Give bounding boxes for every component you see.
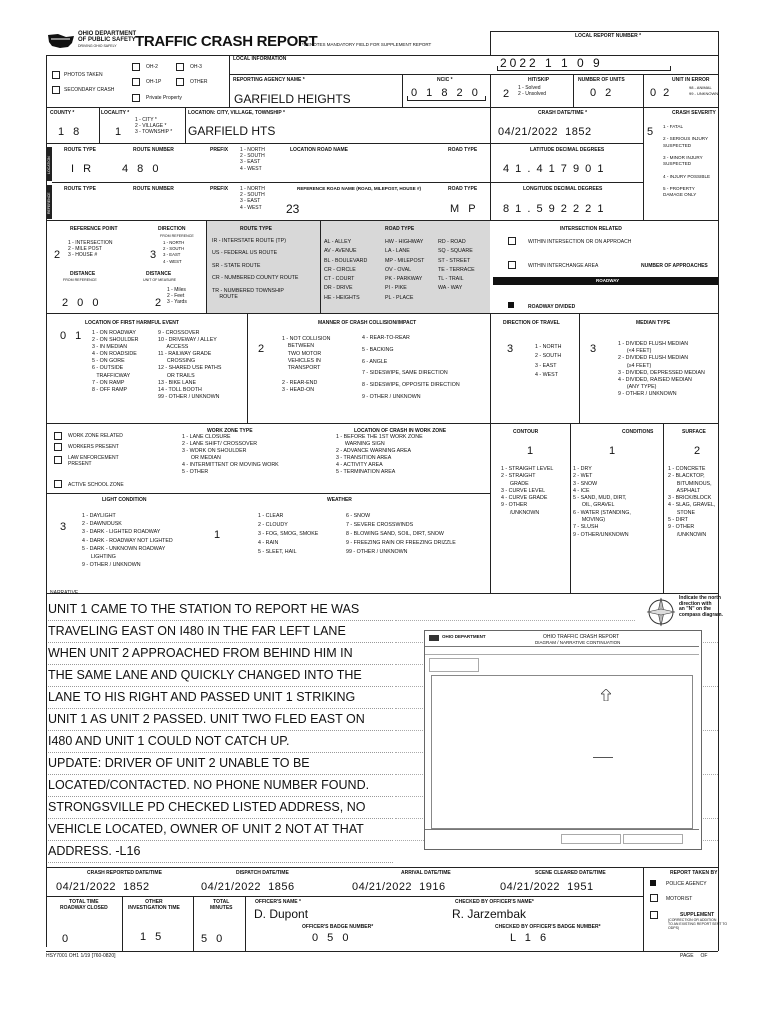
reference-road[interactable]: 23 (286, 202, 300, 216)
secondary-crash-checkbox[interactable] (52, 86, 60, 94)
checked-by-name[interactable]: R. Jarzembak (452, 907, 527, 921)
north-direction-note: Indicate the north direction with an "N" on the compass diagram. (679, 595, 723, 618)
work-zone-location-options: 1 - BEFORE THE 1ST WORK ZONE WARNING SIGN 2 - ADVANCE WARNING AREA 3 - TRANSITION AREA 4 - ACTIVITY AREA 5 - TERMINATION AREA (336, 434, 423, 475)
dispatch-label: DISPATCH DATE/TIME (236, 870, 289, 876)
narrative-line[interactable]: WHEN UNIT 2 APPROACHED FROM BEHIND HIM IN (48, 642, 393, 665)
diagram-header-logo: OHIO DEPARTMENT (442, 634, 486, 639)
private-property-checkbox[interactable] (132, 94, 140, 102)
officer-name-label: OFFICER'S NAME * (255, 899, 301, 905)
narrative-line[interactable]: TRAVELING EAST ON I480 IN THE FAR LEFT LANE (48, 620, 393, 643)
logo-line-1: OHIO DEPARTMENT (78, 31, 137, 37)
road-type-label: ROAD TYPE (448, 147, 478, 153)
light-condition-options: 1 - DAYLIGHT 2 - DAWN/DUSK 3 - DARK - LIGHTED ROADWAY 4 - DARK - ROADWAY NOT LIGHTED 5 - DARK - UNKNOWN ROADWAY LIGHTING 9 - OTHER / UNKNOWN (82, 513, 173, 569)
logo-line-3: DRIVING OHIO SAFELY (78, 44, 117, 48)
agency-name-label: REPORTING AGENCY NAME * (233, 77, 305, 83)
narrative-line[interactable]: STRONGSVILLE PD CHECKED LISTED ADDRESS, NO (48, 796, 393, 819)
weather-options-2: 6 - SNOW 7 - SEVERE CROSSWINDS 8 - BLOWING SAND, SOIL, DIRT, SNOW 9 - FREEZING RAIN OR FREEZING DRIZZLE 99 - OTHER / UNKNOWN (346, 513, 456, 555)
oh2-label: OH-2 (146, 64, 158, 70)
work-zone-type-label: WORK ZONE TYPE (207, 428, 253, 434)
ncic-label: NCIC * (437, 77, 453, 83)
scene-cleared[interactable]: 04/21/2022 1951 (500, 881, 594, 893)
direction-options: 1 - NORTH 2 - SOUTH 3 - EAST 4 - WEST (163, 240, 185, 264)
manner-options-1: 1 - NOT COLLISION BETWEEN TWO MOTOR VEHICLES IN TRANSPORT 2 - REAR-END 3 - HEAD-ON (282, 336, 331, 394)
harmful-options-2: 9 - CROSSOVER 10 - DRIVEWAY / ALLEY ACCESS 11 - RAILWAY GRADE CROSSING 12 - SHARED USE PATHS OR TRAILS 13 - BIKE LANE 14 - TOLL BOOTH 99 - OTHER / UNKNOWN (158, 330, 222, 400)
within-interchange-checkbox[interactable] (508, 261, 516, 269)
secondary-crash-label: SECONDARY CRASH (64, 87, 115, 93)
crash-diagram-image (424, 630, 702, 850)
location-value[interactable]: GARFIELD HTS (188, 124, 276, 138)
intersection-related-label: INTERSECTION RELATED (560, 226, 622, 232)
manner[interactable]: 2 (258, 343, 266, 355)
active-school-zone-checkbox[interactable] (54, 480, 62, 488)
manner-label: MANNER OF CRASH COLLISION/IMPACT (318, 320, 417, 326)
narrative-label: NARRATIVE (50, 590, 79, 596)
ref-route-number-label: ROUTE NUMBER (133, 186, 174, 192)
crash-severity[interactable]: 5 (647, 126, 655, 138)
form-id: HSY7001 OH1 1/19 [760-0820] (46, 953, 116, 959)
route-type-label: ROUTE TYPE (64, 147, 96, 153)
diagram-arrow-icon (601, 689, 611, 701)
contour-options: 1 - STRAIGHT LEVEL 2 - STRAIGHT GRADE 3 - CURVE LEVEL 4 - CURVE GRADE 9 - OTHER /UNKNOWN (501, 466, 554, 516)
prefix-options: 1 - NORTH 2 - SOUTH 3 - EAST 4 - WEST (240, 147, 265, 172)
conditions-options: 1 - DRY 2 - WET 3 - SNOW 4 - ICE 5 - SAND, MUD, DIRT, OIL, GRAVEL 6 - WATER (STANDING, MOVING) 7 - SLUSH 9 - OTHER/UNKNOWN (573, 466, 631, 538)
photos-taken-checkbox[interactable] (52, 71, 60, 79)
latitude-label: LATITUDE DECIMAL DEGREES (530, 147, 605, 153)
hit-skip-label: HIT/SKIP (528, 77, 550, 83)
active-school-zone-label: ACTIVE SCHOOL ZONE (68, 482, 124, 488)
other-investigation-label: OTHER INVESTIGATION TIME (128, 899, 180, 911)
unit-in-error[interactable]: 0 2 (650, 87, 672, 99)
work-zone-type-options: 1 - LANE CLOSURE 2 - LANE SHIFT/ CROSSOVER 3 - WORK ON SHOULDER OR MEDIAN 4 - INTERMITTENT OR MOVING WORK 5 - OTHER (182, 434, 279, 475)
num-units[interactable]: 0 2 (590, 87, 615, 99)
other-checkbox[interactable] (176, 78, 184, 86)
law-enforcement-checkbox[interactable] (54, 456, 62, 464)
roadway-divided-label: ROADWAY DIVIDED (528, 304, 576, 310)
ohio-dps-logo (46, 31, 137, 51)
surface-options: 1 - CONCRETE 2 - BLACKTOP, BITUMINOUS, ASPHALT 3 - BRICK/BLOCK 4 - SLAG, GRAVEL, STONE 5 - DIRT 9 - OTHER /UNKNOWN (668, 466, 716, 538)
compass-diagram-icon (644, 595, 678, 629)
rd-col-2: HW - HIGHWAY LA - LANE MP - MILEPOST OV - OVAL PK - PARKWAY PI - PIKE PL - PLACE (385, 239, 425, 301)
crash-severity-label: CRASH SEVERITY (672, 110, 716, 116)
first-harmful-event[interactable]: 0 1 (60, 330, 85, 342)
local-report-number[interactable]: 2022 1 1 0 9 (500, 56, 603, 70)
total-time-label: TOTAL TIME ROADWAY CLOSED (60, 899, 108, 911)
county[interactable]: 1 8 (58, 126, 83, 138)
direction-of-travel[interactable]: 3 (507, 343, 515, 355)
weather-options-1: 1 - CLEAR 2 - CLOUDY 3 - FOG, SMOG, SMOKE 4 - RAIN 5 - SLEET, HAIL (258, 513, 319, 555)
work-zone-related-label: WORK ZONE RELATED (68, 433, 123, 439)
unit-in-error-label: UNIT IN ERROR (672, 77, 710, 83)
rt-col-values: IR - INTERSTATE ROUTE (TP) US - FEDERAL US ROUTE SR - STATE ROUTE CR - NUMBERED COUNTY ROUTE TR - NUMBERED TOWNSHIP ROUTE (212, 238, 299, 300)
ref-road-type[interactable]: M P (450, 203, 479, 215)
crash-reported[interactable]: 04/21/2022 1852 (56, 881, 150, 893)
ref-route-type-label: ROUTE TYPE (64, 186, 96, 192)
diagram-subtitle: DIAGRAM / NARRATIVE CONTINUATION (535, 640, 621, 645)
supplement-checkbox[interactable] (650, 911, 658, 919)
dispatch[interactable]: 04/21/2022 1856 (201, 881, 295, 893)
distance-sub: FROM REFERENCE (63, 278, 97, 282)
ref-prefix-label: PREFIX (210, 186, 229, 192)
direction-of-travel-label: DIRECTION OF TRAVEL (503, 320, 560, 326)
checked-by-name-label: CHECKED BY OFFICER'S NAME* (455, 899, 534, 905)
latitude[interactable]: 4 1 . 4 1 7 9 0 1 (503, 163, 605, 175)
within-intersection-label: WITHIN INTERSECTION OR ON APPROACH (528, 239, 632, 245)
supplement-sub: (CORRECTION OR ADDITION TO AN EXISTING REPORT SENT TO ODPS) (668, 918, 728, 930)
median-type[interactable]: 3 (590, 343, 598, 355)
location-road-label: LOCATION ROAD NAME (290, 147, 348, 153)
narrative-line[interactable]: VEHICLE LOCATED, OWNER OF UNIT 2 NOT AT THAT (48, 818, 393, 841)
report-taken-by-label: REPORT TAKEN BY (670, 870, 718, 876)
ref-point[interactable]: 2 (54, 249, 62, 261)
motorist-checkbox[interactable] (650, 894, 658, 902)
local-information-label: LOCAL INFORMATION (233, 56, 287, 62)
other-investigation[interactable]: 1 5 (140, 931, 165, 943)
arrival[interactable]: 04/21/2022 1916 (352, 881, 446, 893)
locality-label: LOCALITY * (101, 110, 130, 116)
locality-options: 1 - CITY * 2 - VILLAGE * 3 - TOWNSHIP * (135, 117, 173, 136)
narrative-line[interactable]: LOCATED/CONTACTED. NO PHONE NUMBER FOUND. (48, 774, 393, 797)
mandatory-note: *DENOTES MANDATORY FIELD FOR SUPPLEMENT REPORT (302, 42, 432, 47)
local-report-number-label: LOCAL REPORT NUMBER * (575, 33, 642, 39)
longitude-label: LONGITUDE DECIMAL DEGREES (523, 186, 603, 192)
officer-badge[interactable]: 0 5 0 (312, 932, 352, 944)
route-number-label: ROUTE NUMBER (133, 147, 174, 153)
surface-label: SURFACE (682, 429, 706, 435)
first-harmful-event-label: LOCATION OF FIRST HARMFUL EVENT (85, 320, 179, 326)
surface[interactable]: 2 (694, 445, 702, 457)
ohio-state-icon (46, 33, 76, 49)
supplement-label: SUPPLEMENT (680, 912, 715, 918)
distance[interactable]: 2 0 0 (62, 297, 102, 309)
oh3-label: OH-3 (190, 64, 202, 70)
law-enforcement-label: LAW ENFORCEMENT PRESENT (68, 455, 119, 468)
ref-point-options: 1 - INTERSECTION 2 - MILE POST 3 - HOUSE # (68, 240, 113, 259)
direction-of-travel-options: 1 - NORTH 2 - SOUTH 3 - EAST 4 - WEST (535, 344, 562, 379)
other-label: OTHER (190, 79, 208, 85)
distance-label: DISTANCE (70, 271, 96, 277)
num-units-label: NUMBER OF UNITS (578, 77, 625, 83)
checked-by-badge-label: CHECKED BY OFFICER'S BADGE NUMBER* (495, 924, 601, 930)
weather-label: WEATHER (327, 497, 352, 503)
total-minutes[interactable]: 5 0 (201, 933, 226, 945)
weather[interactable]: 1 (214, 529, 222, 541)
crash-datetime[interactable]: 04/21/2022 1852 (498, 126, 592, 138)
within-intersection-checkbox[interactable] (508, 237, 516, 245)
route-number[interactable]: 4 8 0 (122, 163, 162, 175)
conditions[interactable]: 1 (609, 445, 617, 457)
median-type-options: 1 - DIVIDED FLUSH MEDIAN (<4 FEET) 2 - DIVIDED FLUSH MEDIAN (≥4 FEET) 3 - DIVIDED, DEPRESSED MEDIAN 4 - DIVIDED, RAISED MEDIAN (ANY TYPE) 9 - OTHER / UNKNOWN (618, 341, 705, 398)
oh1p-checkbox[interactable] (132, 78, 140, 86)
unit-in-error-options: 98 - ANIMAL 99 - UNKNOWN (689, 85, 719, 97)
ncic[interactable]: 0 1 8 2 0 (411, 87, 481, 99)
county-label: COUNTY * (50, 110, 75, 116)
diagram-ohio-icon (429, 635, 439, 641)
police-agency-checkbox[interactable] (650, 880, 656, 886)
harmful-options-1: 1 - ON ROADWAY 2 - ON SHOULDER 3 - IN MEDIAN 4 - ON ROADSIDE 5 - ON GORE 6 - OUTSIDE TRAFFICWAY 7 - ON RAMP 8 - OFF RAMP (92, 330, 139, 393)
narrative-line[interactable]: UPDATE: DRIVER OF UNIT 2 UNABLE TO BE (48, 752, 393, 775)
roadway-divided-checkbox[interactable] (508, 302, 514, 308)
light-condition[interactable]: 3 (60, 521, 68, 533)
photos-taken-label: PHOTOS TAKEN (64, 72, 103, 78)
contour[interactable]: 1 (527, 445, 535, 457)
officer-badge-label: OFFICER'S BADGE NUMBER* (302, 924, 374, 930)
direction[interactable]: 3 (150, 249, 158, 261)
num-approaches-label: NUMBER OF APPROACHES (641, 263, 708, 269)
diagram-title: OHIO TRAFFIC CRASH REPORT (543, 634, 620, 640)
workers-present-checkbox[interactable] (54, 443, 62, 451)
crash-datetime-label: CRASH DATE/TIME * (538, 110, 588, 116)
checked-by-badge[interactable]: L 1 6 (510, 932, 550, 944)
total-minutes-label: TOTAL MINUTES (210, 899, 233, 911)
distance-unit-label: DISTANCE (146, 271, 172, 277)
agency-name[interactable]: GARFIELD HEIGHTS (234, 92, 351, 106)
oh1p-label: OH-1P (146, 79, 162, 85)
work-zone-related-checkbox[interactable] (54, 432, 62, 440)
total-time[interactable]: 0 (62, 933, 70, 945)
narrative-line[interactable]: UNIT 1 CAME TO THE STATION TO REPORT HE WAS (48, 598, 393, 621)
motorist-label: MOTORIST (666, 896, 693, 902)
longitude[interactable]: 8 1 . 5 9 2 2 2 1 (503, 203, 605, 215)
ref-road-type-label: ROAD TYPE (448, 186, 478, 192)
conditions-label: CONDITIONS (622, 429, 654, 435)
rt-col-title: ROUTE TYPE (240, 226, 272, 232)
logo-line-2: OF PUBLIC SAFETY (78, 37, 136, 43)
roadway-label: ROADWAY (596, 278, 620, 283)
light-condition-label: LIGHT CONDITION (102, 497, 147, 503)
side-label-location: LOCATION (47, 156, 51, 174)
private-property-label: Private Property (146, 95, 182, 101)
oh2-checkbox[interactable] (132, 63, 140, 71)
police-agency-label: POLICE AGENCY (666, 881, 707, 887)
prefix-label: PREFIX (210, 147, 229, 153)
route-type[interactable]: I R (71, 163, 95, 175)
rd-col-1: AL - ALLEY AV - AVENUE BL - BOULEVARD CR - CIRCLE CT - COURT DR - DRIVE HE - HEIGHTS (324, 239, 368, 301)
narrative-line[interactable]: UNIT 1 AS UNIT 2 PASSED. UNIT TWO FLED EAST ON (48, 708, 393, 731)
workers-present-label: WORKERS PRESENT (68, 444, 119, 450)
distance-unit-options: 1 - Miles 2 - Feet 3 - Yards (167, 287, 187, 306)
side-label-reference: REFERENCE (47, 192, 51, 214)
median-type-label: MEDIAN TYPE (636, 320, 671, 326)
contour-label: CONTOUR (513, 429, 539, 435)
ref-prefix-options: 1 - NORTH 2 - SOUTH 3 - EAST 4 - WEST (240, 186, 265, 211)
narrative-line[interactable]: THE SAME LANE AND QUICKLY CHANGED INTO THE (48, 664, 393, 687)
narrative-line[interactable]: ADDRESS. -L16 (48, 840, 393, 863)
hit-skip-options: 1 - Solved 2 - Unsolved (518, 85, 547, 98)
ref-point-label: REFERENCE POINT (70, 226, 118, 232)
narrative-line[interactable]: LANE TO HIS RIGHT AND PASSED UNIT 1 STRIKING (48, 686, 393, 709)
work-zone-location-label: LOCATION OF CRASH IN WORK ZONE (354, 428, 447, 434)
severity-options: 1 - FATAL 2 - SERIOUS INJURY SUSPECTED 3 - MINOR INJURY SUSPECTED 4 - INJURY POSSIBLE 5 - PROPERTY DAMAGE ONLY (663, 124, 711, 198)
officer-name[interactable]: D. Dupont (254, 907, 309, 921)
location-label: LOCATION: CITY, VILLAGE, TOWNSHIP * (188, 110, 285, 116)
scene-cleared-label: SCENE CLEARED DATE/TIME (535, 870, 606, 876)
hit-skip[interactable]: 2 (503, 88, 511, 100)
oh3-checkbox[interactable] (176, 63, 184, 71)
crash-reported-label: CRASH REPORTED DATE/TIME (87, 870, 162, 876)
reference-road-label: REFERENCE ROAD NAME (ROAD, MILEPOST, HOUSE #) (297, 186, 422, 191)
direction-sub: FROM REFERENCE (160, 234, 194, 238)
narrative-line[interactable]: I480 AND UNIT 1 COULD NOT CATCH UP. (48, 730, 393, 753)
rd-col-3: RD - ROAD SQ - SQUARE ST - STREET TE - TERRACE TL - TRAIL WA - WAY (438, 239, 475, 292)
arrival-label: ARRIVAL DATE/TIME (401, 870, 451, 876)
rd-col-title: ROAD TYPE (385, 226, 415, 232)
locality[interactable]: 1 (115, 126, 123, 138)
page-label: PAGE OF (680, 953, 708, 959)
form-title: TRAFFIC CRASH REPORT (135, 33, 318, 50)
direction-label: DIRECTION (158, 226, 186, 232)
distance-unit-sub: UNIT OF MEASURE (143, 278, 177, 282)
manner-options-2: 4 - REAR-TO-REAR 5 - BACKING 6 - ANGLE 7 - SIDESWIPE, SAME DIRECTION 8 - SIDESWIPE, OPPOSITE DIRECTION 9 - OTHER / UNKNOWN (362, 335, 460, 401)
within-interchange-label: WITHIN INTERCHANGE AREA (528, 263, 599, 269)
distance-unit[interactable]: 2 (155, 297, 163, 309)
